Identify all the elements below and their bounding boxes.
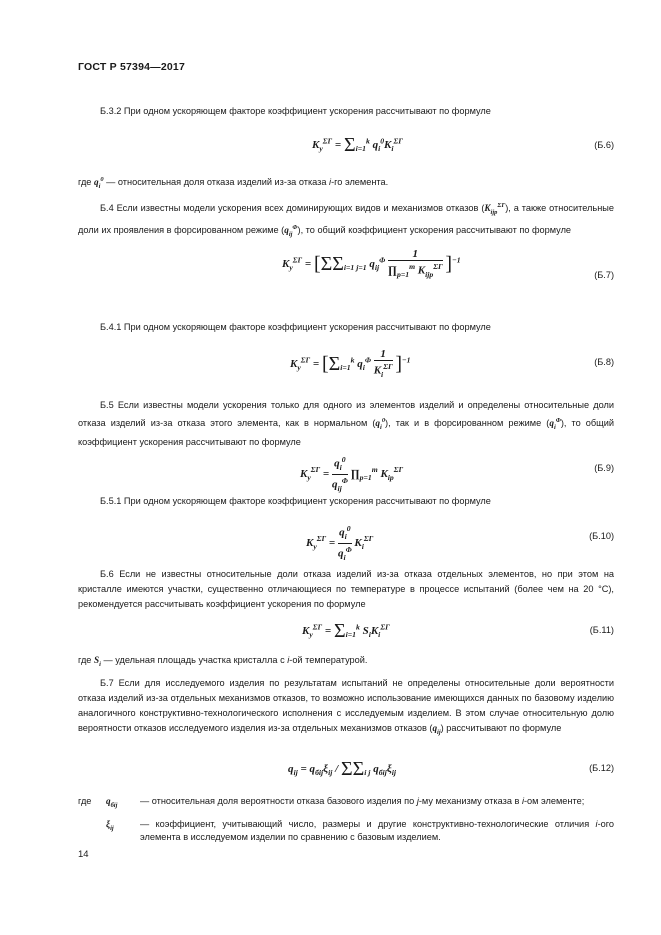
paragraph-b5: Б.5 Если известны модели ускорения только для одного из элементов изделий и определены относительные доли отказа изделий из-за отказа этого элемента, как в нормальном $(q_i^0)$, так и в форсированном режиме $(q_i^\Phi)$, то общий коэффициент ускорения рассчитывают по формуле <box>78 400 614 447</box>
paragraph-b6: Б.6 Если не известны относительные доли отказа изделий из-за отказа отдельных элементов, но при этом на кристалле имеются участки, существенно отличающиеся по температуре в процессе испытаний (более чем на 20 °С), рекомендуется рассчитывать коэффициент ускорения по формуле <box>78 569 614 609</box>
formula-b7: $K_у^{\Sigma\Gamma} = [\Sigma\Sigma_{i=1 j=1}$ $q_{ij}^\Phi$ $\frac{1}{\prod_{p=1}^m K_{ijp}^{\Sigma\Gamma}}$ ]$^{-1}$ <box>282 248 461 279</box>
formula-number-b7: (Б.7) <box>594 270 614 280</box>
formula-number-b9: (Б.9) <box>594 463 614 473</box>
formula-number-b8: (Б.8) <box>594 357 614 367</box>
paragraph-b4: Б.4 Если известны модели ускорения всех доминирующих видов и механизмов отказов $(K_{ijp}^{\Sigma\Gamma})$, а также относительные доли их проявления в форсированном режиме $(q_{ij}^\Phi)$, то общий коэффициент ускорения рассчитывают по формуле <box>78 202 614 238</box>
paragraph-b4-1: Б.4.1 При одном ускоряющем факторе коэффициент ускорения рассчитывают по формуле <box>100 322 491 332</box>
formula-b8: $K_у^{\Sigma\Gamma} = [\Sigma_{i=1}^k$ $q_i^\Phi$ $\frac{1}{K_i^{\Sigma\Gamma}}$ ]$^{-1}$ <box>290 348 411 379</box>
definition-list <box>78 795 614 850</box>
symbol-si: $S_i$ <box>93 655 101 668</box>
page-header-title: ГОСТ Р 57394—2017 <box>78 61 186 73</box>
formula-number-b12: (Б.12) <box>589 763 614 773</box>
definition-xi: $\xi_{ij}$ — коэффициент, учитывающий число, размеры и другие конструктивно-технологические отличия i-ого элемента в исследуемом изделии по сравнению с базовым изделием. <box>106 818 614 842</box>
formula-b9: $K_у^{\Sigma\Gamma}$ = $\frac{q_i^0}{q_{ij}^\Phi}$ $\prod_{p=1}^m$ $K_{ip}^{\Sigma\Gamma}$ <box>300 455 404 493</box>
symbol-kijp: $K_{ijp}^{\Sigma\Gamma}$ <box>484 202 506 216</box>
paragraph-b5-1: Б.5.1 При одном ускоряющем факторе коэффициент ускорения рассчитывают по формуле <box>100 496 491 506</box>
formula-b10: $K_у^{\Sigma\Gamma}$ = $\frac{q_i^0}{q_i^\Phi}$ $K_i^{\Sigma\Gamma}$ <box>306 524 374 562</box>
symbol-q0: $q_i^0$ <box>93 176 104 190</box>
symbol-qi0: $q_i^0$ <box>375 417 386 431</box>
symbol-qij-b7: $q_{ij}$ <box>432 723 441 736</box>
where-line-q0: где $q_i^0$ — относительная доля отказа изделий из-за отказа i-го элемента. <box>78 176 389 190</box>
where-line-si: где $S_i$ — удельная площадь участка кристалла с i-ой температурой. <box>78 655 368 668</box>
symbol-qiF: $q_i^\Phi$ <box>549 417 561 431</box>
formula-b6: $K_у^{\Sigma\Gamma} = \Sigma_{i=1}^k$ $q_i^0K_i^{\Sigma\Gamma}$ <box>312 134 403 156</box>
symbol-qij: $q_{ij}^\Phi$ <box>284 223 298 238</box>
page-number: 14 <box>78 849 89 860</box>
formula-b11: $K_у^{\Sigma\Gamma} = \Sigma_{i=1}^k$ $S_iK_i^{\Sigma\Gamma}$ <box>302 620 390 642</box>
symbol-qbij: $q_{бij}$ <box>106 796 118 809</box>
formula-number-b10: (Б.10) <box>589 531 614 541</box>
paragraph-b3-2: Б.3.2 При одном ускоряющем факторе коэффициент ускорения рассчитывают по формуле <box>100 106 491 116</box>
definition-qbij: где $q_{бij}$ — относительная доля вероятности отказа базового изделия по j-му механизму отказа в i-ом элементе; <box>78 795 614 812</box>
formula-number-b6: (Б.6) <box>594 140 614 150</box>
formula-number-b11: (Б.11) <box>589 625 614 635</box>
formula-b12: $q_{ij} = q_{бij}\xi_{ij} / \Sigma\Sigma_{i j}$ $q_{бij}\xi_{ij}$ <box>288 758 397 780</box>
paragraph-b7: Б.7 Если для исследуемого изделия по результатам испытаний не определены относительные доли вероятности отказа изделий из-за отдельных механизмов отказов, то возможно использование имеющихся данных по базовому изделию аналогичного конструктивно-технологического исполнения с исследуемым изделием. В этом случае относительную долю вероятности отказов исследуемого изделия из-за отдельных механизмов отказов $(q_{ij})$ рассчитывают по формуле <box>78 678 614 736</box>
symbol-xi: $\xi_{ij}$ <box>106 818 114 832</box>
